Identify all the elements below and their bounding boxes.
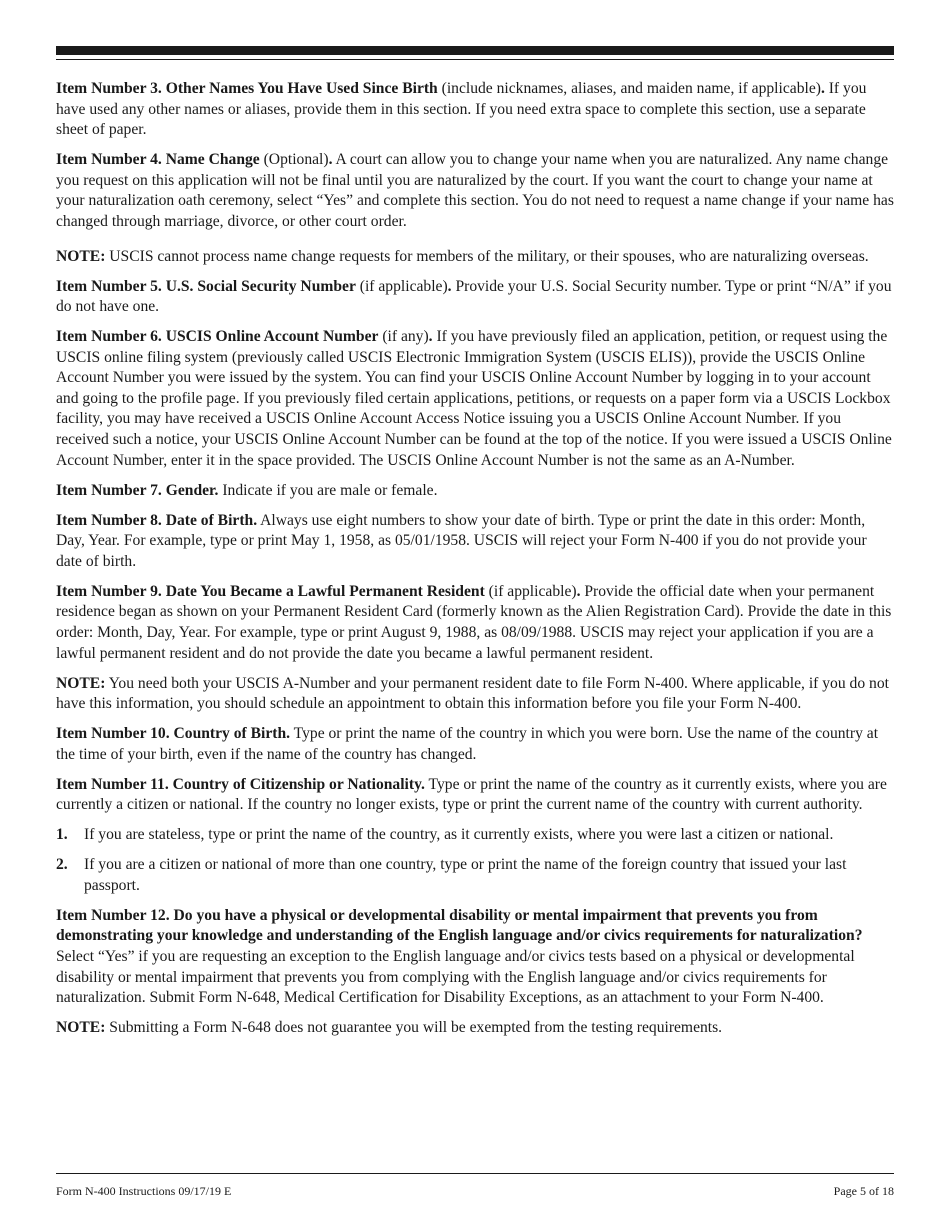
item-5-punct: . bbox=[447, 277, 452, 295]
item-3-paragraph bbox=[56, 79, 896, 141]
item-11-body: Type or print the name of the country as it currently exists, where you are currently a citizen or national. If the country no longer exists, type or print the current name of the country with current authority. bbox=[56, 775, 887, 814]
item-5-qualifier: (if applicable) bbox=[355, 277, 448, 295]
form-edition-label: Form N-400 Instructions 09/17/19 E bbox=[56, 1184, 232, 1198]
note-1-paragraph bbox=[56, 247, 896, 268]
list-item-number: 2. bbox=[56, 856, 68, 874]
note-1-label: NOTE: bbox=[56, 247, 106, 265]
item-12-body: Select “Yes” if you are requesting an exception to the English language and/or civics tests based on a physical or developmental disability or mental impairment that prevents you from complying with the English language and/or civics requirements for naturalization. Submit Form N-648, Medical Certification for Disability Exceptions, as an attachment to your Form N-400. bbox=[56, 948, 855, 1007]
item-4-paragraph bbox=[56, 150, 896, 232]
item-4-body: A court can allow you to change your name when you are naturalized. Any name change you request on this application will not be final until you are naturalized by the court. If you want the court to change your name at your naturalization oath ceremony, select “Yes” and complete this section. You do not need to request a name change if your name has changed through marriage, divorce, or other court order. bbox=[56, 151, 894, 230]
list-item-text: If you are stateless, type or print the name of the country, as it currently exists, where you were last a citizen or national. bbox=[84, 826, 834, 844]
item-3-qualifier: (include nicknames, aliases, and maiden name, if applicable) bbox=[437, 80, 821, 97]
page-number: Page 5 of 18 bbox=[833, 1184, 894, 1198]
item-5-body: Provide your U.S. Social Security number. Type or print “N/A” if you do not have one. bbox=[56, 277, 892, 316]
item-3-punct: . bbox=[820, 80, 825, 97]
item-3-heading: Item Number 3. Other Names You Have Used Since Birth bbox=[56, 80, 438, 97]
item-10-heading: Item Number 10. Country of Birth. bbox=[56, 725, 291, 743]
item-10-paragraph bbox=[56, 724, 896, 765]
header-rule-thick bbox=[56, 46, 894, 55]
list-item bbox=[56, 825, 896, 846]
instructions-body bbox=[56, 79, 896, 1048]
item-4-qualifier: (Optional) bbox=[259, 151, 329, 169]
item-4-punct: . bbox=[328, 151, 333, 169]
item-6-heading: Item Number 6. USCIS Online Account Number bbox=[56, 328, 379, 346]
header-rule-thin bbox=[56, 59, 894, 60]
item-9-paragraph bbox=[56, 582, 896, 664]
item-7-body: Indicate if you are male or female. bbox=[218, 481, 438, 499]
item-3-body: If you have used any other names or aliases, provide them in this section. If you need extra space to complete this section, use a separate sheet of paper. bbox=[56, 80, 867, 139]
item-6-paragraph bbox=[56, 327, 896, 471]
item-9-punct: . bbox=[576, 582, 581, 600]
item-8-heading: Item Number 8. Date of Birth. bbox=[56, 511, 258, 529]
item-12-heading: Item Number 12. Do you have a physical or developmental disability or mental impairment that prevents you from demonstrating your knowledge and understanding of the English language and/or civics requirements for naturalization? bbox=[56, 906, 863, 945]
note-2-label: NOTE: bbox=[56, 674, 106, 692]
item-6-qualifier: (if any) bbox=[378, 328, 429, 346]
item-12-paragraph bbox=[56, 906, 896, 1009]
item-11-heading: Item Number 11. Country of Citizenship or Nationality. bbox=[56, 775, 425, 793]
note-3-body: Submitting a Form N-648 does not guarantee you will be exempted from the testing requirements. bbox=[105, 1019, 723, 1037]
item-6-punct: . bbox=[428, 328, 433, 346]
note-2-body: You need both your USCIS A-Number and your permanent resident date to file Form N-400. Where applicable, if you do not have this information, you should schedule an appointment to obtain this information before you file your Form N-400. bbox=[56, 674, 889, 713]
item-9-body: Provide the official date when your permanent residence began as shown on your Permanent Resident Card (formerly known as the Alien Registration Card). Provide the date in this order: Month, Day, Year. For example, type or print August 9, 1988, as 08/09/1988. USCIS may reject your application if you are a lawful permanent resident and do not provide the date you became a lawful permanent resident. bbox=[56, 582, 892, 662]
list-item-number: 1. bbox=[56, 826, 68, 844]
note-3-label: NOTE: bbox=[56, 1019, 106, 1037]
note-1-body: USCIS cannot process name change requests for members of the military, or their spouses, who are naturalizing overseas. bbox=[105, 247, 869, 265]
item-9-qualifier: (if applicable) bbox=[484, 582, 577, 600]
item-7-heading: Item Number 7. Gender. bbox=[56, 481, 219, 499]
footer-rule bbox=[56, 1173, 894, 1174]
item-5-paragraph bbox=[56, 277, 896, 318]
item-11-paragraph bbox=[56, 775, 896, 816]
item-10-body: Type or print the name of the country in which you were born. Use the name of the country at the time of your birth, even if the name of the country has changed. bbox=[56, 725, 879, 763]
list-item-text: If you are a citizen or national of more than one country, type or print the name of the foreign country that issued your last passport. bbox=[84, 856, 847, 894]
note-2-paragraph bbox=[56, 674, 896, 715]
item-6-body: If you have previously filed an application, petition, or request using the USCIS online filing system (previously called USCIS Electronic Immigration System (USCIS ELIS)), provide the USCIS Online Account Number you were issued by the system. You can find your USCIS Online Account Number by logging in to your account and going to the profile page. If you previously filed certain applications, petitions, or requests on a paper form via a USCIS Lockbox facility, you may have received a USCIS Online Account Access Notice issuing you a USCIS Online Account Number. If you received such a notice, your USCIS Online Account Number can be found at the top of the notice. If you were issued a USCIS Online Account Number, enter it in the space provided. The USCIS Online Account Number is not the same as an A-Number. bbox=[56, 328, 892, 469]
item-5-heading: Item Number 5. U.S. Social Security Number bbox=[56, 277, 356, 295]
item-8-body: Always use eight numbers to show your date of birth. Type or print the date in this order: Month, Day, Year. For example, type or print May 1, 1958, as 05/01/1958. USCIS will reject your Form N-400 if you do not provide your date of birth. bbox=[56, 511, 867, 570]
item-9-heading: Item Number 9. Date You Became a Lawful Permanent Resident bbox=[56, 582, 485, 600]
item-7-paragraph bbox=[56, 481, 896, 502]
note-3-paragraph bbox=[56, 1018, 896, 1039]
item-4-heading: Item Number 4. Name Change bbox=[56, 151, 260, 169]
item-8-paragraph bbox=[56, 511, 896, 573]
list-item bbox=[56, 855, 896, 896]
